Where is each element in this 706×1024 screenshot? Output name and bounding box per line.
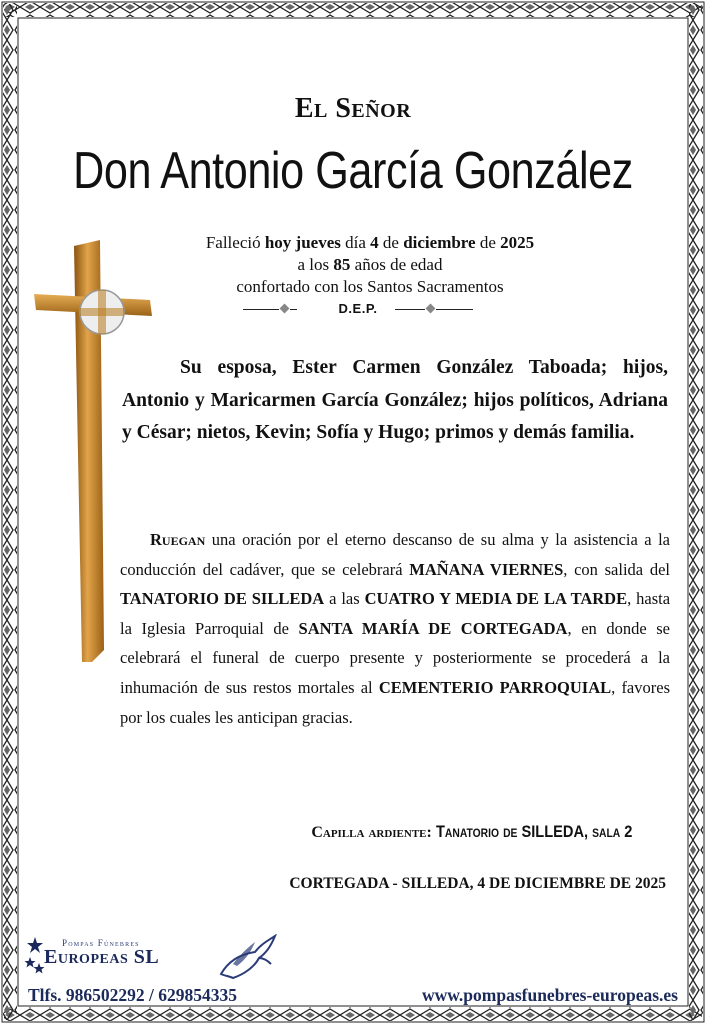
age-suffix: años de edad xyxy=(354,255,443,274)
death-line-2 xyxy=(110,254,630,276)
request-text-1: una oración por el eterno descanso de su alma y la asistencia a la conducción del cadáver, que se celebrará xyxy=(120,530,671,579)
request-from: TANATORIO DE SILLEDA xyxy=(120,589,325,609)
request-text-6: , favores por los cuales les anticipan gracias. xyxy=(120,677,670,727)
logo-name: Europeas SL xyxy=(44,946,160,968)
family-text: Su esposa, Ester Carmen González Taboada; hijos, Antonio y Maricarmen García González; hijos políticos, Adriana y César; nietos, Kevin; Sofía y Hugo; primos y demás familia. xyxy=(122,357,668,443)
dep-divider xyxy=(243,299,473,321)
phone-numbers: Tlfs. 986502292 / 629854335 xyxy=(28,985,238,1005)
death-date-num: 4 xyxy=(370,233,379,252)
chapel-info xyxy=(311,822,664,842)
divider-line xyxy=(436,309,473,310)
request-text-3: a las xyxy=(329,589,360,609)
request-paragraph xyxy=(120,525,670,732)
family-paragraph xyxy=(122,352,668,450)
chapel-label: Capilla ardiente: xyxy=(311,824,432,841)
dep-label: D.E.P. xyxy=(338,301,378,316)
place-date: CORTEGADA - SILLEDA, 4 DE DICIEMBRE DE 2025 xyxy=(289,875,666,892)
request-time: CUATRO Y MEDIA DE LA TARDE xyxy=(364,589,628,609)
request-when: MAÑANA VIERNES xyxy=(409,559,564,579)
request-text-4: , hasta la Iglesia Parroquial de xyxy=(120,589,671,638)
request-text-5: , en donde se celebrará el funeral de cuerpo presente y posteriormente se procederá a la inhumación de sus restos mortales al xyxy=(120,618,670,697)
age-value: 85 xyxy=(333,255,351,274)
salutation: El Señor xyxy=(294,93,412,124)
request-church: SANTA MARÍA DE CORTEGADA xyxy=(298,618,568,638)
dove-icon xyxy=(215,934,277,982)
stars-icon xyxy=(24,935,46,977)
age-prefix: a los xyxy=(297,255,330,274)
death-de-2: de xyxy=(479,233,496,252)
ruegan-word: Ruegan xyxy=(150,530,206,549)
death-year: 2025 xyxy=(500,233,535,252)
death-prefix: Falleció xyxy=(205,233,261,252)
death-de-1: de xyxy=(382,233,399,252)
death-month: diciembre xyxy=(403,233,476,252)
request-text-2: , con salida del xyxy=(563,559,670,579)
logo-tagline: Pompas Fúnebres xyxy=(62,938,140,948)
chapel-value: Tanatorio de SILLEDA, sala 2 xyxy=(435,822,633,841)
divider-line xyxy=(395,309,425,310)
death-line-3: confortado con los Santos Sacramentos xyxy=(236,277,504,296)
website-link[interactable]: www.pompasfunebres-europeas.es xyxy=(421,985,678,1005)
death-line-1 xyxy=(110,232,630,254)
death-dia: día xyxy=(345,233,366,252)
deceased-name: Don Antonio García González xyxy=(73,142,633,200)
request-cemetery: CEMENTERIO PARROQUIAL xyxy=(378,677,612,697)
death-day: hoy jueves xyxy=(264,233,341,252)
death-info xyxy=(110,232,630,298)
